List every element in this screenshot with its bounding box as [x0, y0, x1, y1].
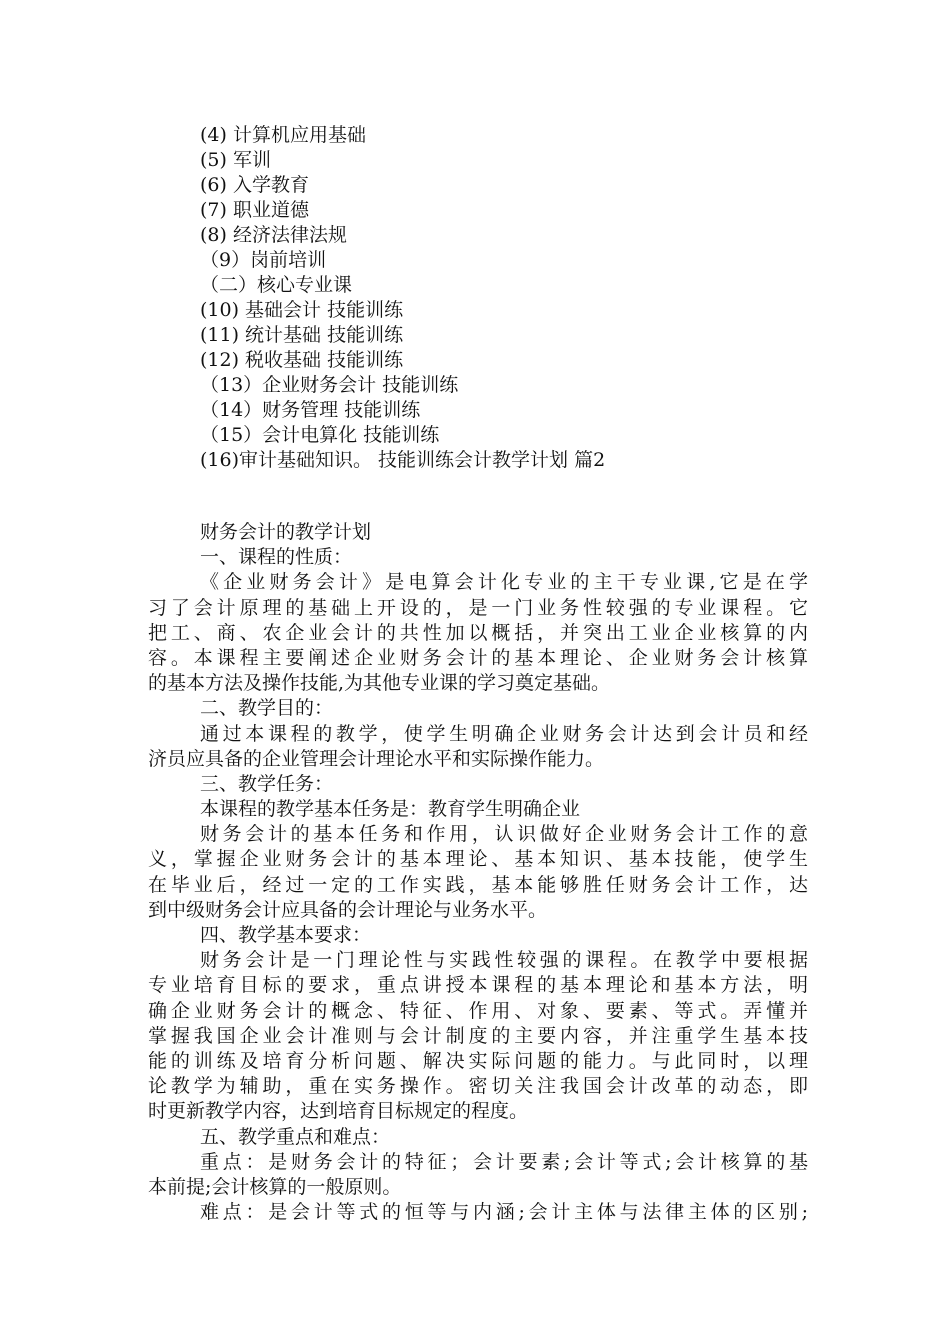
paragraph-line: 济员应具备的企业管理会计理论水平和实际操作能力。	[148, 747, 605, 770]
paragraph-line: 本课程的教学基本任务是：教育学生明确企业	[200, 798, 581, 821]
list-item: (4) 计算机应用基础	[200, 124, 366, 146]
paragraph-line: 财务会计是一门理论性与实践性较强的课程。在教学中要根据	[200, 949, 808, 972]
list-item: (11) 统计基础 技能训练	[200, 324, 404, 346]
section-heading: 三、教学任务：	[200, 772, 334, 795]
paragraph-line: 掌握我国企业会计准则与会计制度的主要内容，并注重学生基本技	[148, 1024, 808, 1047]
paragraph-line: 重点：是财务会计的特征；会计要素;会计等式;会计核算的基	[200, 1150, 808, 1173]
paragraph-line: 时更新教学内容，达到培育目标规定的程度。	[148, 1100, 529, 1123]
paragraph-line: 到中级财务会计应具备的会计理论与业务水平。	[148, 898, 548, 921]
plan-title: 财务会计的教学计划	[200, 521, 372, 543]
list-item: （二）核心专业课	[200, 274, 353, 296]
course-list	[200, 123, 840, 473]
paragraph-line: 《企业财务会计》是电算会计化专业的主干专业课,它是在学	[200, 571, 808, 594]
paragraph-line: 义，掌握企业财务会计的基本理论、基本知识、基本技能，使学生	[148, 848, 808, 871]
list-item: (6) 入学教育	[200, 174, 309, 196]
paragraph-line: 本前提;会计核算的一般原则。	[148, 1175, 402, 1198]
list-item: （9）岗前培训	[200, 249, 327, 271]
paragraph-line: 财务会计的基本任务和作用，认识做好企业财务会计工作的意	[200, 823, 808, 846]
teaching-plan	[148, 520, 808, 1225]
list-item: (16)审计基础知识。 技能训练会计教学计划 篇2	[200, 449, 606, 471]
section-heading: 二、教学目的：	[200, 697, 334, 720]
paragraph-line: 能的训练及培育分析问题、解决实际问题的能力。与此同时，以理	[148, 1049, 808, 1072]
list-item: （15）会计电算化 技能训练	[200, 424, 440, 446]
list-item: (12) 税收基础 技能训练	[200, 349, 404, 371]
paragraph-line: 难点：是会计等式的恒等与内涵;会计主体与法律主体的区别;	[200, 1201, 808, 1224]
paragraph-line: 容。本课程主要阐述企业财务会计的基本理论、企业财务会计核算	[148, 646, 808, 669]
paragraph-line: 在毕业后，经过一定的工作实践，基本能够胜任财务会计工作，达	[148, 873, 808, 896]
paragraph-line: 习了会计原理的基础上开设的，是一门业务性较强的专业课程。它	[148, 596, 808, 619]
list-item: (10) 基础会计 技能训练	[200, 299, 404, 321]
list-item: (8) 经济法律法规	[200, 224, 347, 246]
list-item: (7) 职业道德	[200, 199, 309, 221]
list-item: (5) 军训	[200, 149, 271, 171]
list-item: （13）企业财务会计 技能训练	[200, 374, 459, 396]
paragraph-line: 把工、商、农企业会计的共性加以概括，并突出工业企业核算的内	[148, 621, 808, 644]
paragraph-line: 专业培育目标的要求，重点讲授本课程的基本理论和基本方法，明	[148, 974, 808, 997]
section-heading: 一、课程的性质：	[200, 546, 353, 569]
section-heading: 四、教学基本要求：	[200, 924, 372, 946]
list-item: （14）财务管理 技能训练	[200, 399, 421, 421]
paragraph-line: 的基本方法及操作技能,为其他专业课的学习奠定基础。	[148, 672, 611, 695]
paragraph-line: 通过本课程的教学，使学生明确企业财务会计达到会计员和经	[200, 722, 808, 745]
paragraph-line: 论教学为辅助，重在实务操作。密切关注我国会计改革的动态，即	[148, 1075, 808, 1098]
section-heading: 五、教学重点和难点：	[200, 1125, 391, 1148]
paragraph-line: 确企业财务会计的概念、特征、作用、对象、要素、等式。弄懂并	[148, 999, 808, 1022]
